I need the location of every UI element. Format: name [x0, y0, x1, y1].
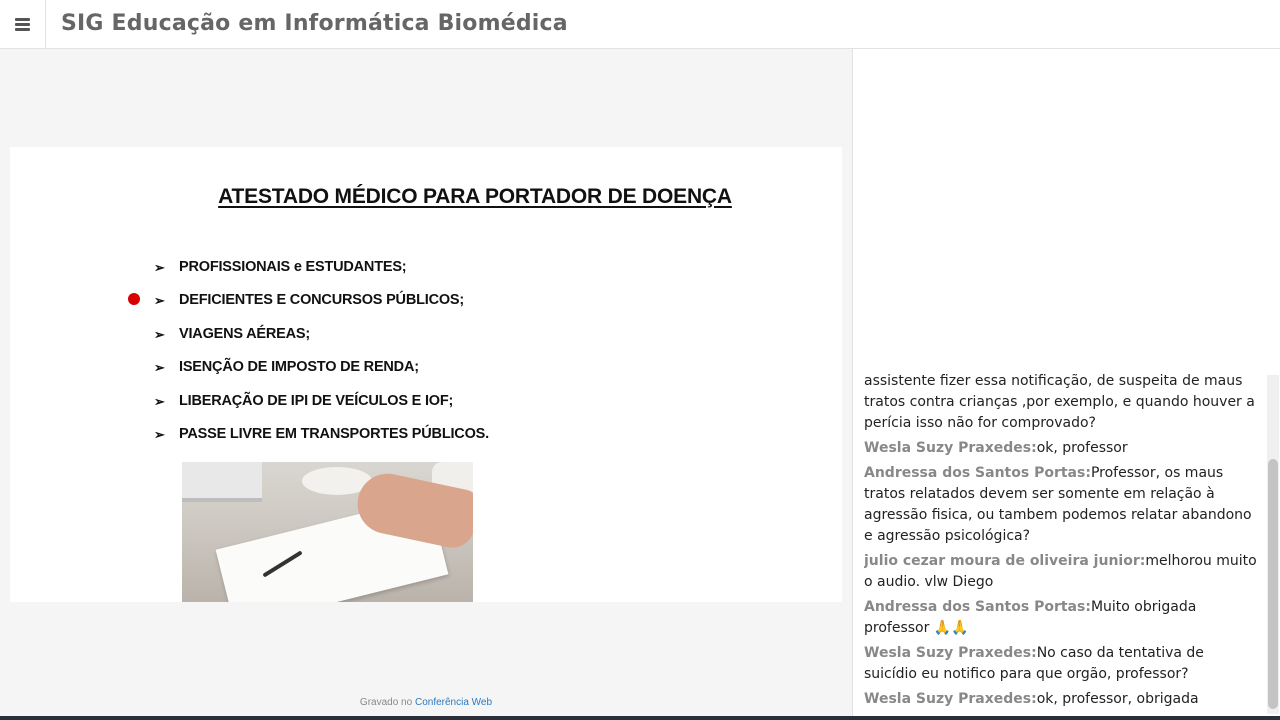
chat-author: Andressa dos Santos Portas: — [864, 599, 1091, 615]
bottom-bar — [0, 716, 1280, 720]
slide-bullet-list — [154, 259, 489, 459]
chat-message — [864, 643, 1260, 685]
slide-bullet: ➢ VIAGENS AÉREAS; — [154, 325, 311, 342]
chat-message — [864, 463, 1260, 547]
chat-message — [864, 689, 1260, 710]
chat-sidebar — [852, 49, 1280, 716]
chat-author: Andressa dos Santos Portas: — [864, 465, 1091, 481]
chat-text: No caso da tentativa de suicídio eu notifico para que orgão, professor? — [864, 645, 1204, 682]
slide-bullet: ➢ PASSE LIVRE EM TRANSPORTES PÚBLICOS. — [154, 425, 489, 442]
chat-text: Professor, os maus tratos relatados devem ser somente em relação à agressão fisica, ou tambem podemos relatar abandono e agressão psicológica? — [864, 465, 1252, 544]
menu-button[interactable] — [0, 0, 46, 48]
chat-scrollbar-thumb[interactable] — [1268, 459, 1278, 709]
arrow-bullet-icon: ➢ — [154, 426, 165, 442]
slide-bullet: ➢ DEFICIENTES E CONCURSOS PÚBLICOS; — [154, 292, 465, 309]
chat-author: Wesla Suzy Praxedes: — [864, 645, 1037, 661]
arrow-bullet-icon: ➢ — [154, 393, 165, 409]
chat-message — [864, 597, 1260, 639]
chat-message — [864, 551, 1260, 593]
hamburger-icon — [15, 18, 30, 31]
slide-title: ATESTADO MÉDICO PARA PORTADOR DE DOENÇA — [218, 185, 732, 208]
arrow-bullet-icon: ➢ — [154, 260, 165, 275]
slide-bullet: ➢ PROFISSIONAIS e ESTUDANTES; — [154, 259, 407, 275]
chat-text: ok, professor — [1036, 440, 1128, 456]
presentation-area — [0, 49, 852, 716]
slide-bullet: ➢ LIBERAÇÃO DE IPI DE VEÍCULOS E IOF; — [154, 392, 454, 409]
slide — [10, 147, 842, 602]
chat-author: Wesla Suzy Praxedes: — [864, 691, 1037, 707]
recorded-notice: Gravado no Conferência Web — [359, 697, 493, 708]
chat-messages[interactable] — [864, 369, 1260, 714]
chat-text: melhorou muito o audio. vlw Diego — [864, 553, 1257, 590]
top-bar — [0, 0, 1280, 49]
app-title: SIG Educação em Informática Biomédica — [61, 11, 568, 36]
chat-text: assistente fizer essa notificação, de suspeita de maus tratos contra crianças ,por exemplo, e quando houver a perícia isso não for comprovado? — [864, 373, 1255, 431]
arrow-bullet-icon: ➢ — [154, 293, 165, 309]
arrow-bullet-icon: ➢ — [154, 360, 165, 376]
chat-text: ok, professor, obrigada — [1036, 691, 1199, 707]
slide-photo-signing-document — [182, 462, 473, 602]
arrow-bullet-icon: ➢ — [154, 326, 165, 342]
chat-text: Muito obrigada professor 🙏🙏 — [864, 599, 1197, 636]
chat-author: Wesla Suzy Praxedes: — [864, 440, 1037, 456]
conferencia-web-link[interactable]: Conferência Web — [414, 697, 493, 708]
laser-pointer-dot — [128, 293, 140, 305]
chat-message — [864, 371, 1260, 434]
chat-author: julio cezar moura de oliveira junior: — [864, 553, 1146, 569]
slide-bullet: ➢ ISENÇÃO DE IMPOSTO DE RENDA; — [154, 359, 419, 376]
chat-message — [864, 438, 1260, 459]
